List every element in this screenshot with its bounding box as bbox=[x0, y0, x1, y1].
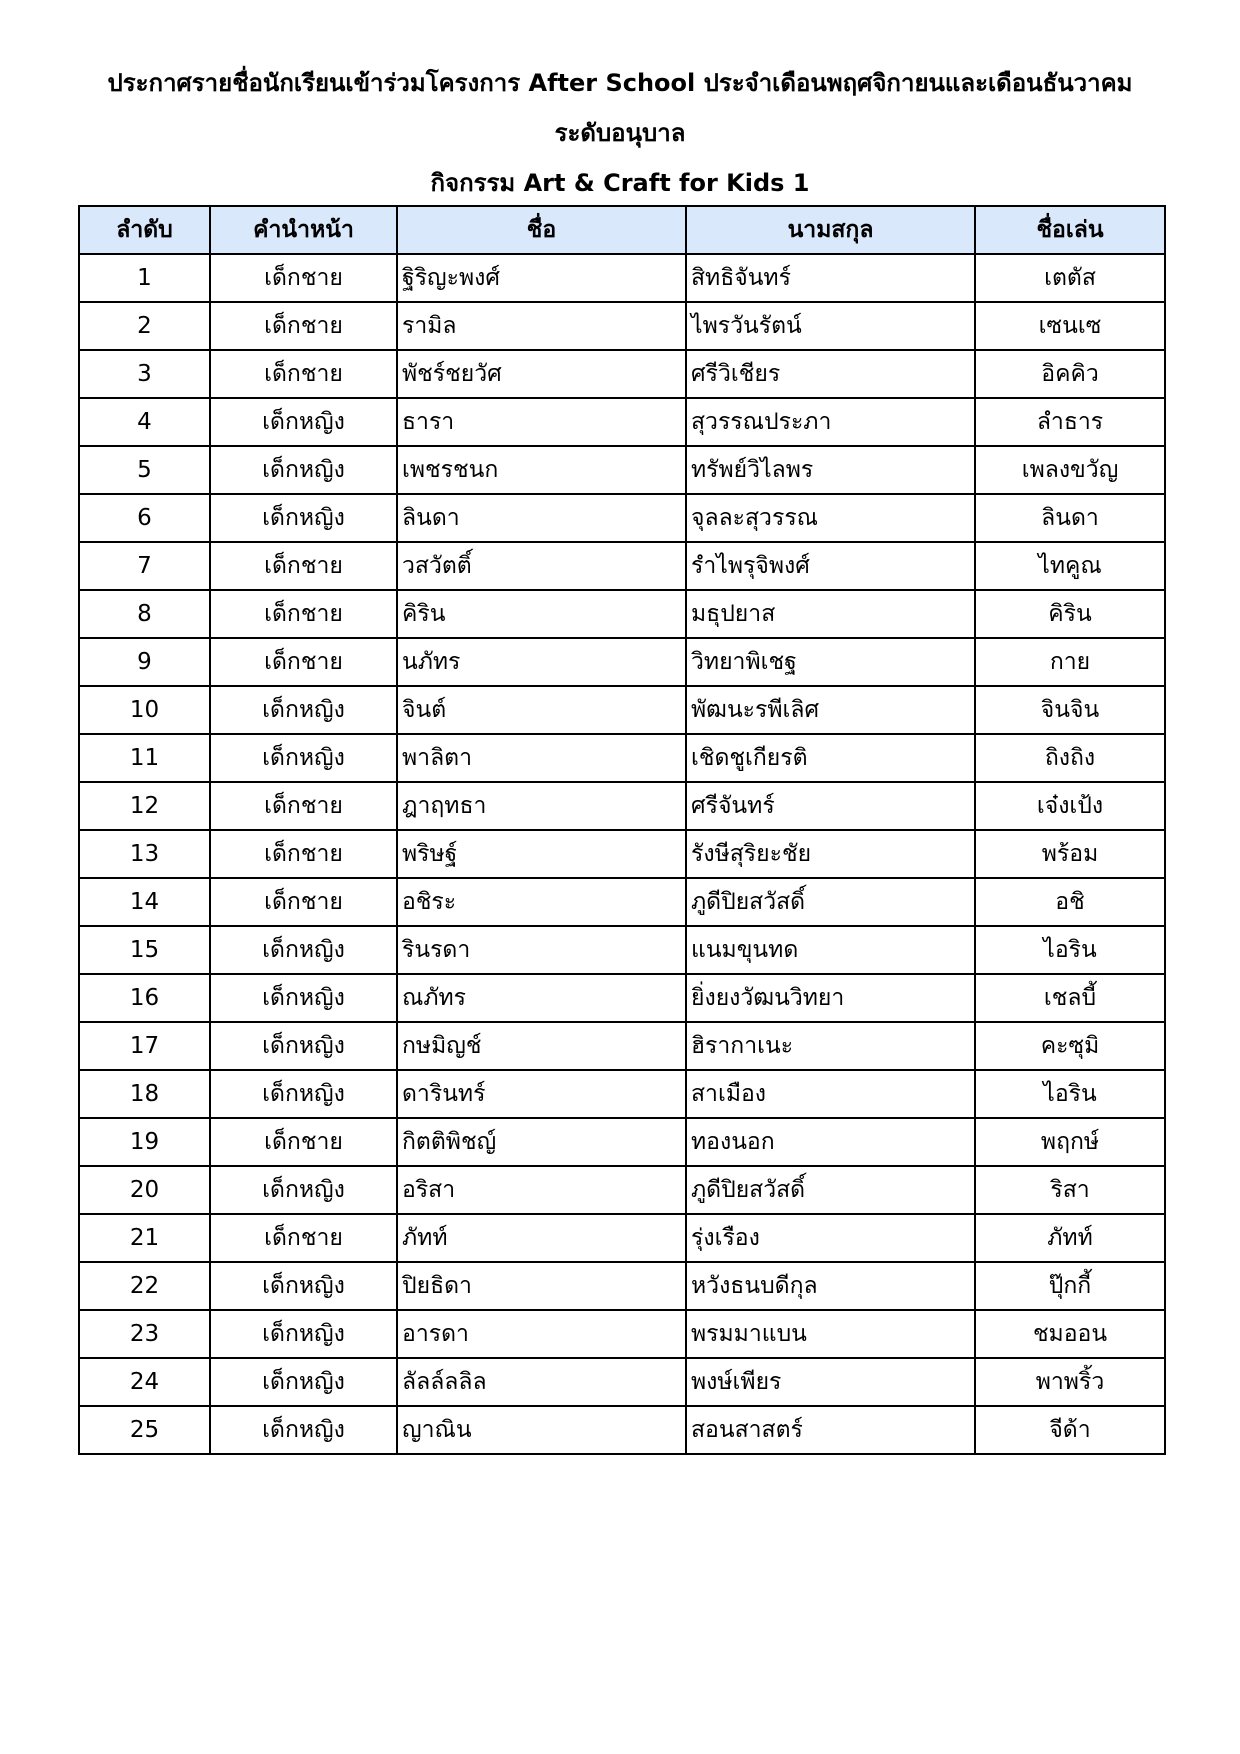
cell-first-name: อารดา bbox=[397, 1310, 686, 1358]
cell-first-name: ฎาฤทธา bbox=[397, 782, 686, 830]
cell-prefix: เด็กหญิง bbox=[210, 1022, 397, 1070]
cell-prefix: เด็กหญิง bbox=[210, 1262, 397, 1310]
table-row bbox=[79, 638, 1165, 686]
table-row bbox=[79, 974, 1165, 1022]
cell-no: 15 bbox=[79, 926, 210, 974]
cell-nickname: ไอริน bbox=[975, 1070, 1165, 1118]
cell-no: 21 bbox=[79, 1214, 210, 1262]
cell-last-name: ภูดีปิยสวัสดิ์ bbox=[686, 878, 975, 926]
cell-nickname: อชิ bbox=[975, 878, 1165, 926]
cell-nickname: คะซุมิ bbox=[975, 1022, 1165, 1070]
cell-first-name: คิริน bbox=[397, 590, 686, 638]
table-row bbox=[79, 1214, 1165, 1262]
cell-last-name: รังษีสุริยะชัย bbox=[686, 830, 975, 878]
cell-no: 9 bbox=[79, 638, 210, 686]
cell-prefix: เด็กชาย bbox=[210, 1118, 397, 1166]
cell-no: 20 bbox=[79, 1166, 210, 1214]
table-row bbox=[79, 926, 1165, 974]
table-row bbox=[79, 254, 1165, 302]
cell-first-name: ปิยธิดา bbox=[397, 1262, 686, 1310]
cell-last-name: ทรัพย์วิไลพร bbox=[686, 446, 975, 494]
cell-last-name: มธุปยาส bbox=[686, 590, 975, 638]
cell-nickname: ปุ๊กกี้ bbox=[975, 1262, 1165, 1310]
cell-last-name: ทองนอก bbox=[686, 1118, 975, 1166]
table-row bbox=[79, 494, 1165, 542]
cell-first-name: อริสา bbox=[397, 1166, 686, 1214]
cell-last-name: สุวรรณประภา bbox=[686, 398, 975, 446]
table-row bbox=[79, 1262, 1165, 1310]
cell-nickname: กาย bbox=[975, 638, 1165, 686]
cell-first-name: ญาณิน bbox=[397, 1406, 686, 1454]
cell-nickname: เซนเซ bbox=[975, 302, 1165, 350]
cell-no: 1 bbox=[79, 254, 210, 302]
header-first-name: ชื่อ bbox=[397, 206, 686, 254]
cell-first-name: ลัลล์ลลิล bbox=[397, 1358, 686, 1406]
cell-nickname: เจ๋งเป้ง bbox=[975, 782, 1165, 830]
cell-first-name: ลินดา bbox=[397, 494, 686, 542]
cell-no: 19 bbox=[79, 1118, 210, 1166]
cell-prefix: เด็กชาย bbox=[210, 1214, 397, 1262]
cell-no: 6 bbox=[79, 494, 210, 542]
cell-no: 7 bbox=[79, 542, 210, 590]
cell-first-name: พริษฐ์ bbox=[397, 830, 686, 878]
cell-last-name: สาเมือง bbox=[686, 1070, 975, 1118]
cell-no: 3 bbox=[79, 350, 210, 398]
cell-last-name: เชิดชูเกียรติ bbox=[686, 734, 975, 782]
cell-last-name: พัฒนะรพีเลิศ bbox=[686, 686, 975, 734]
cell-first-name: จินต์ bbox=[397, 686, 686, 734]
cell-no: 5 bbox=[79, 446, 210, 494]
cell-no: 4 bbox=[79, 398, 210, 446]
cell-nickname: ลินดา bbox=[975, 494, 1165, 542]
header-no: ลำดับ bbox=[79, 206, 210, 254]
cell-prefix: เด็กหญิง bbox=[210, 398, 397, 446]
table-body bbox=[79, 254, 1165, 1454]
table-row bbox=[79, 542, 1165, 590]
cell-no: 16 bbox=[79, 974, 210, 1022]
cell-last-name: จุลละสุวรรณ bbox=[686, 494, 975, 542]
cell-prefix: เด็กชาย bbox=[210, 782, 397, 830]
cell-first-name: ณภัทร bbox=[397, 974, 686, 1022]
cell-no: 11 bbox=[79, 734, 210, 782]
header-last-name: นามสกุล bbox=[686, 206, 975, 254]
table-header-row bbox=[79, 206, 1165, 254]
level-subtitle: ระดับอนุบาล bbox=[554, 119, 686, 147]
table-row bbox=[79, 1406, 1165, 1454]
cell-last-name: หวังธนบดีกุล bbox=[686, 1262, 975, 1310]
cell-last-name: สอนสาสตร์ bbox=[686, 1406, 975, 1454]
cell-prefix: เด็กหญิง bbox=[210, 686, 397, 734]
table-row bbox=[79, 1070, 1165, 1118]
cell-last-name: วิทยาพิเชฐ bbox=[686, 638, 975, 686]
cell-last-name: รุ่งเรือง bbox=[686, 1214, 975, 1262]
cell-first-name: กิตติพิชญ์ bbox=[397, 1118, 686, 1166]
cell-nickname: ไอริน bbox=[975, 926, 1165, 974]
cell-prefix: เด็กชาย bbox=[210, 542, 397, 590]
cell-prefix: เด็กชาย bbox=[210, 878, 397, 926]
table-row bbox=[79, 878, 1165, 926]
cell-no: 14 bbox=[79, 878, 210, 926]
page-title: ประกาศรายชื่อนักเรียนเข้าร่วมโครงการ After School ประจำเดือนพฤศจิกายนและเดือนธันวาคม bbox=[107, 69, 1133, 97]
cell-no: 18 bbox=[79, 1070, 210, 1118]
table-row bbox=[79, 1022, 1165, 1070]
table-row bbox=[79, 1166, 1165, 1214]
cell-nickname: เชลบี้ bbox=[975, 974, 1165, 1022]
cell-nickname: จีด้า bbox=[975, 1406, 1165, 1454]
header-prefix: คำนำหน้า bbox=[210, 206, 397, 254]
cell-last-name: รำไพรุจิพงศ์ bbox=[686, 542, 975, 590]
document-header bbox=[0, 58, 1240, 208]
cell-last-name: ยิ่งยงวัฒนวิทยา bbox=[686, 974, 975, 1022]
table-row bbox=[79, 302, 1165, 350]
cell-nickname: พาพริ้ว bbox=[975, 1358, 1165, 1406]
cell-first-name: พาลิตา bbox=[397, 734, 686, 782]
header-nickname: ชื่อเล่น bbox=[975, 206, 1165, 254]
cell-first-name: กษมิญช์ bbox=[397, 1022, 686, 1070]
cell-no: 17 bbox=[79, 1022, 210, 1070]
cell-no: 23 bbox=[79, 1310, 210, 1358]
cell-first-name: เพชรชนก bbox=[397, 446, 686, 494]
cell-no: 10 bbox=[79, 686, 210, 734]
cell-prefix: เด็กหญิง bbox=[210, 974, 397, 1022]
cell-prefix: เด็กชาย bbox=[210, 830, 397, 878]
cell-prefix: เด็กชาย bbox=[210, 254, 397, 302]
student-roster-table bbox=[78, 205, 1166, 1455]
cell-prefix: เด็กชาย bbox=[210, 302, 397, 350]
cell-prefix: เด็กหญิง bbox=[210, 1358, 397, 1406]
activity-subtitle: กิจกรรม Art & Craft for Kids 1 bbox=[430, 169, 810, 197]
table-row bbox=[79, 686, 1165, 734]
table-row bbox=[79, 398, 1165, 446]
cell-nickname: จินจิน bbox=[975, 686, 1165, 734]
table-row bbox=[79, 830, 1165, 878]
cell-first-name: นภัทร bbox=[397, 638, 686, 686]
cell-nickname: เพลงขวัญ bbox=[975, 446, 1165, 494]
table-row bbox=[79, 782, 1165, 830]
cell-no: 13 bbox=[79, 830, 210, 878]
cell-first-name: พัชร์ชยวัศ bbox=[397, 350, 686, 398]
cell-prefix: เด็กหญิง bbox=[210, 734, 397, 782]
cell-first-name: ภัทท์ bbox=[397, 1214, 686, 1262]
table-row bbox=[79, 734, 1165, 782]
cell-prefix: เด็กหญิง bbox=[210, 446, 397, 494]
cell-no: 22 bbox=[79, 1262, 210, 1310]
cell-prefix: เด็กหญิง bbox=[210, 1166, 397, 1214]
cell-nickname: พฤกษ์ bbox=[975, 1118, 1165, 1166]
table-row bbox=[79, 1118, 1165, 1166]
cell-no: 25 bbox=[79, 1406, 210, 1454]
cell-last-name: ภูดีปิยสวัสดิ์ bbox=[686, 1166, 975, 1214]
table-row bbox=[79, 1310, 1165, 1358]
table-row bbox=[79, 350, 1165, 398]
cell-nickname: ชมออน bbox=[975, 1310, 1165, 1358]
cell-nickname: ริสา bbox=[975, 1166, 1165, 1214]
cell-prefix: เด็กชาย bbox=[210, 590, 397, 638]
cell-prefix: เด็กหญิง bbox=[210, 1406, 397, 1454]
cell-nickname: คิริน bbox=[975, 590, 1165, 638]
table-row bbox=[79, 590, 1165, 638]
cell-nickname: ภัทท์ bbox=[975, 1214, 1165, 1262]
cell-nickname: พร้อม bbox=[975, 830, 1165, 878]
cell-no: 24 bbox=[79, 1358, 210, 1406]
cell-prefix: เด็กชาย bbox=[210, 638, 397, 686]
cell-last-name: ไพรวันรัตน์ bbox=[686, 302, 975, 350]
cell-prefix: เด็กหญิง bbox=[210, 926, 397, 974]
cell-nickname: เตตัส bbox=[975, 254, 1165, 302]
cell-prefix: เด็กชาย bbox=[210, 350, 397, 398]
cell-first-name: วสวัตติ์ bbox=[397, 542, 686, 590]
cell-prefix: เด็กหญิง bbox=[210, 1310, 397, 1358]
cell-first-name: ดารินทร์ bbox=[397, 1070, 686, 1118]
cell-nickname: ลำธาร bbox=[975, 398, 1165, 446]
cell-prefix: เด็กหญิง bbox=[210, 1070, 397, 1118]
cell-first-name: รามิล bbox=[397, 302, 686, 350]
cell-nickname: ถิงถิง bbox=[975, 734, 1165, 782]
cell-last-name: ฮิรากาเนะ bbox=[686, 1022, 975, 1070]
cell-no: 8 bbox=[79, 590, 210, 638]
cell-last-name: แนมขุนทด bbox=[686, 926, 975, 974]
cell-no: 2 bbox=[79, 302, 210, 350]
cell-last-name: พงษ์เพียร bbox=[686, 1358, 975, 1406]
cell-prefix: เด็กหญิง bbox=[210, 494, 397, 542]
cell-first-name: ฐิริญะพงศ์ bbox=[397, 254, 686, 302]
table-row bbox=[79, 446, 1165, 494]
cell-nickname: อิคคิว bbox=[975, 350, 1165, 398]
cell-first-name: ธารา bbox=[397, 398, 686, 446]
cell-last-name: สิทธิจันทร์ bbox=[686, 254, 975, 302]
cell-last-name: พรมมาแบน bbox=[686, 1310, 975, 1358]
cell-last-name: ศรีจันทร์ bbox=[686, 782, 975, 830]
cell-first-name: อชิระ bbox=[397, 878, 686, 926]
cell-no: 12 bbox=[79, 782, 210, 830]
table-row bbox=[79, 1358, 1165, 1406]
cell-last-name: ศรีวิเชียร bbox=[686, 350, 975, 398]
cell-first-name: รินรดา bbox=[397, 926, 686, 974]
cell-nickname: ไทคูณ bbox=[975, 542, 1165, 590]
